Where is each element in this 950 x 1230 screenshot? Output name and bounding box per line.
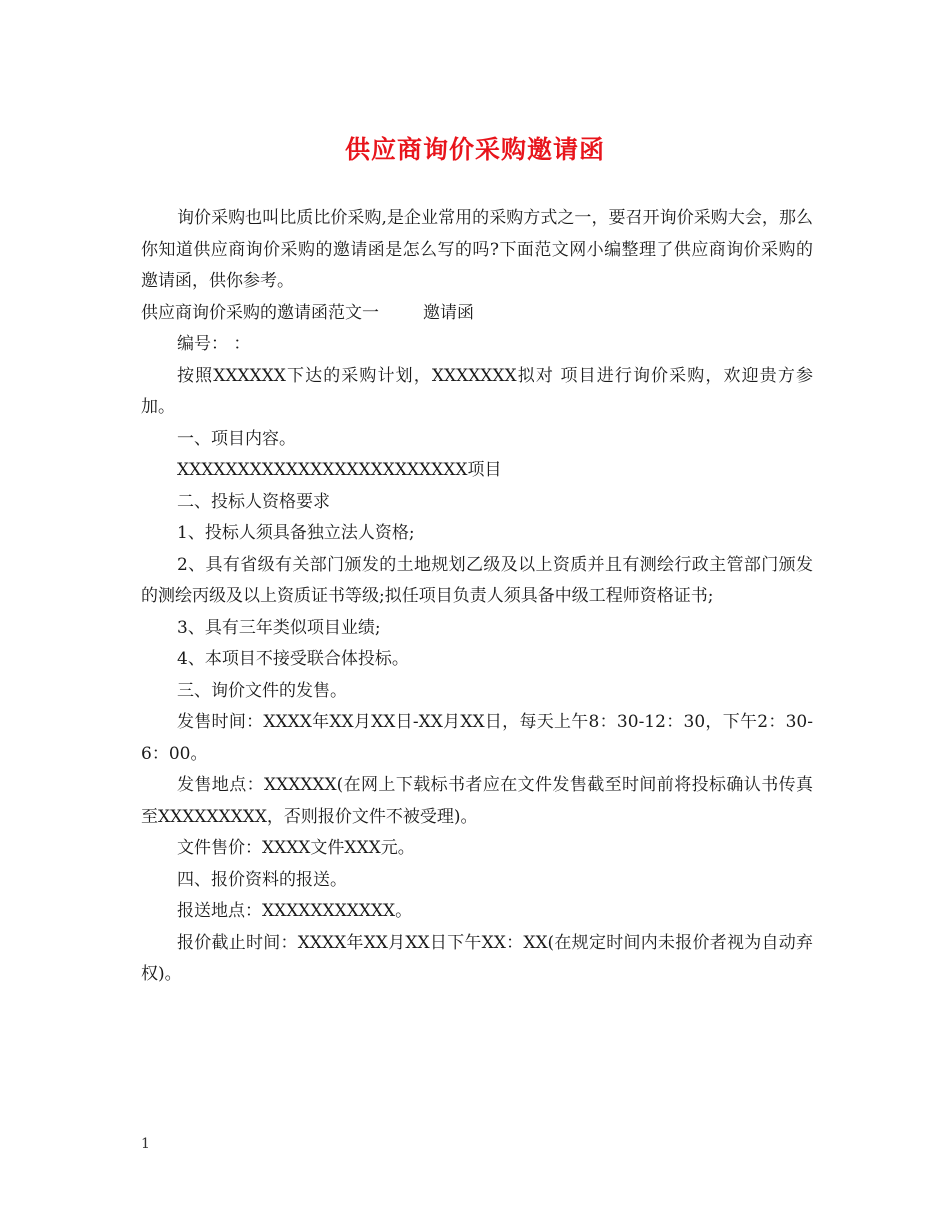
- document-body: [141, 203, 813, 991]
- letter-heading: 邀请函: [423, 302, 474, 323]
- section-heading: 四、报价资料的报送。: [177, 869, 347, 890]
- list-item: 2、具有省级有关部门颁发的土地规划乙级及以上资质并且有测绘行政主管部门颁发的测绘丙级及以上资质证书等级;拟任项目负责人须具备中级工程师资格证书;: [141, 554, 813, 606]
- paragraph: 报价截止时间：XXXX年XX月XX日下午XX：XX(在规定时间内未报价者视为自动弃权)。: [141, 932, 813, 984]
- list-item: 4、本项目不接受联合体投标。: [177, 649, 409, 669]
- paragraph: 发售地点：XXXXXX(在网上下载标书者应在文件发售截至时间前将投标确认书传真至XXXXXXXXX，否则报价文件不被受理)。: [141, 775, 813, 827]
- section-heading: 二、投标人资格要求: [177, 491, 330, 512]
- paragraph: 文件售价：XXXX文件XXX元。: [177, 838, 415, 858]
- paragraph: 发售时间：XXXX年XX月XX日-XX月XX日，每天上午8：30-12：30，下午2：30-6：00。: [141, 712, 813, 764]
- section-heading: 一、项目内容。: [177, 428, 296, 449]
- paragraph: 编号： ：: [177, 334, 251, 354]
- document-title: 供应商询价采购邀请函: [344, 135, 605, 164]
- list-item: 3、具有三年类似项目业绩;: [177, 617, 381, 638]
- list-item: 1、投标人须具备独立法人资格;: [177, 523, 415, 543]
- intro-paragraph: 询价采购也叫比质比价采购,是企业常用的采购方式之一，要召开询价采购大会，那么你知道供应商询价采购的邀请函是怎么写的吗?下面范文网小编整理了供应商询价采购的邀请函，供你参考。: [141, 208, 813, 291]
- sample-heading-line: [141, 298, 813, 330]
- paragraph: XXXXXXXXXXXXXXXXXXXXXXXX项目: [177, 460, 502, 480]
- page-number: 1: [141, 1136, 150, 1152]
- paragraph: 报送地点：XXXXXXXXXXX。: [177, 901, 413, 921]
- section-heading: 三、询价文件的发售。: [177, 680, 347, 701]
- sample-heading: 供应商询价采购的邀请函范文一: [141, 302, 379, 323]
- paragraph: 按照XXXXXX下达的采购计划，XXXXXXX拟对 项目进行询价采购，欢迎贵方参加。: [141, 365, 813, 417]
